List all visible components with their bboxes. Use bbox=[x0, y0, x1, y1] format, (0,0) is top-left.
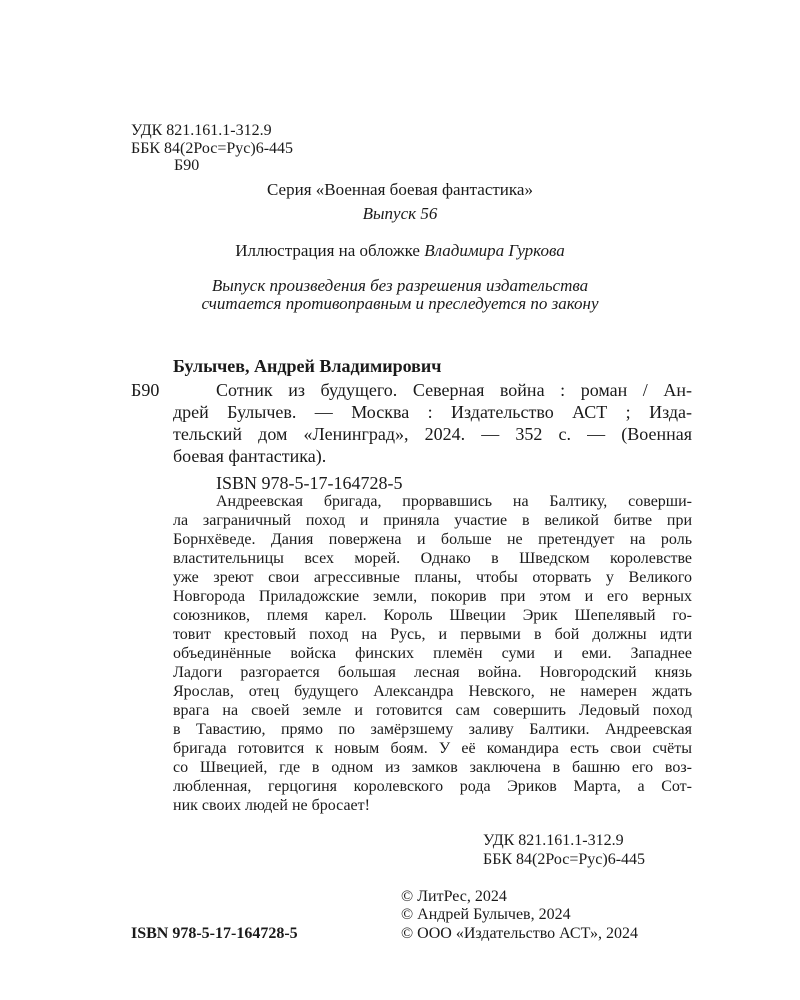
author-mark: Б90 bbox=[131, 380, 160, 400]
copyright-line: © ЛитРес, 2024 bbox=[401, 888, 507, 905]
annotation-line: товит крестовый поход на Русь, и первыми в бой должны идти bbox=[173, 626, 692, 643]
copyright-line: © ООО «Издательство АСТ», 2024 bbox=[401, 925, 638, 942]
annotation-line: ник своих людей не бросает! bbox=[173, 797, 370, 814]
annotation-line: уже зреют свои агрессивные планы, чтобы оторвать у Великого bbox=[173, 569, 692, 586]
biblio-line: боевая фантастика). bbox=[173, 446, 327, 466]
annotation-line: Новгорода Приладожские земли, покорив при этом и его верных bbox=[173, 588, 692, 605]
biblio-line: Сотник из будущего. Северная война : роман / Ан- bbox=[216, 380, 692, 400]
copyright-line: © Андрей Булычев, 2024 bbox=[401, 906, 571, 923]
annotation-line: союзников, племя карел. Король Швеции Эрик Шепелявый го- bbox=[173, 607, 692, 624]
udk-code-top: УДК 821.161.1-312.9 bbox=[131, 122, 272, 139]
annotation-line: Ярослав, отец будущего Александра Невского, не намерен ждать bbox=[173, 683, 692, 700]
author-mark-top: Б90 bbox=[174, 157, 200, 174]
cover-artist: Владимира Гуркова bbox=[424, 241, 565, 260]
annotation-line: бригада готовится к новым боям. У её командира есть свои счёты bbox=[173, 740, 692, 757]
issue-number: Выпуск 56 bbox=[362, 204, 438, 223]
isbn-bold: ISBN 978-5-17-164728-5 bbox=[131, 925, 298, 942]
legal-warning-line-2: считается противоправным и преследуется по закону bbox=[201, 294, 599, 313]
cover-credit bbox=[0, 241, 800, 261]
legal-warning-line-1: Выпуск произведения без разрешения издательства bbox=[211, 276, 589, 295]
annotation-line: властительницы всех морей. Однако в Шведском королевстве bbox=[173, 550, 692, 567]
annotation-line: объединённые войска финских племён суми и еми. Западнее bbox=[173, 645, 692, 662]
annotation-line: Ладоги разгорается большая лесная война. Новгородский князь bbox=[173, 664, 692, 681]
isbn-inline: ISBN 978-5-17-164728-5 bbox=[216, 473, 403, 493]
udk-code-bottom: УДК 821.161.1-312.9 bbox=[483, 832, 624, 849]
biblio-line: дрей Булычев. — Москва : Издательство АСТ ; Изда- bbox=[173, 402, 692, 422]
series-title: Серия «Военная боевая фантастика» bbox=[267, 180, 533, 199]
annotation-line: Борнхёведе. Дания повержена и больше не претендует на роль bbox=[173, 531, 692, 548]
annotation-line: в Тавастию, прямо по замёрзшему заливу Балтики. Андреевская bbox=[173, 721, 692, 738]
author-heading: Булычев, Андрей Владимирович bbox=[173, 356, 442, 376]
bbk-code-bottom: ББК 84(2Рос=Рус)6-445 bbox=[483, 851, 646, 868]
annotation-line: врага на своей земле и готовится сам совершить Ледовый поход bbox=[173, 702, 692, 719]
annotation-line: любленная, герцогиня королевского рода Эриков Марта, а Сот- bbox=[173, 778, 692, 795]
annotation-line: со Швецией, где в одном из замков заключена в башню его воз- bbox=[173, 759, 692, 776]
bbk-code-top: ББК 84(2Рос=Рус)6-445 bbox=[131, 140, 294, 157]
annotation-line: ла заграничный поход и приняла участие в великой битве при bbox=[173, 512, 692, 529]
biblio-line: тельский дом «Ленинград», 2024. — 352 с. — (Военная bbox=[173, 424, 692, 444]
cover-credit-prefix: Иллюстрация на обложке bbox=[235, 241, 420, 260]
annotation-line: Андреевская бригада, прорвавшись на Балтику, соверши- bbox=[216, 493, 692, 510]
